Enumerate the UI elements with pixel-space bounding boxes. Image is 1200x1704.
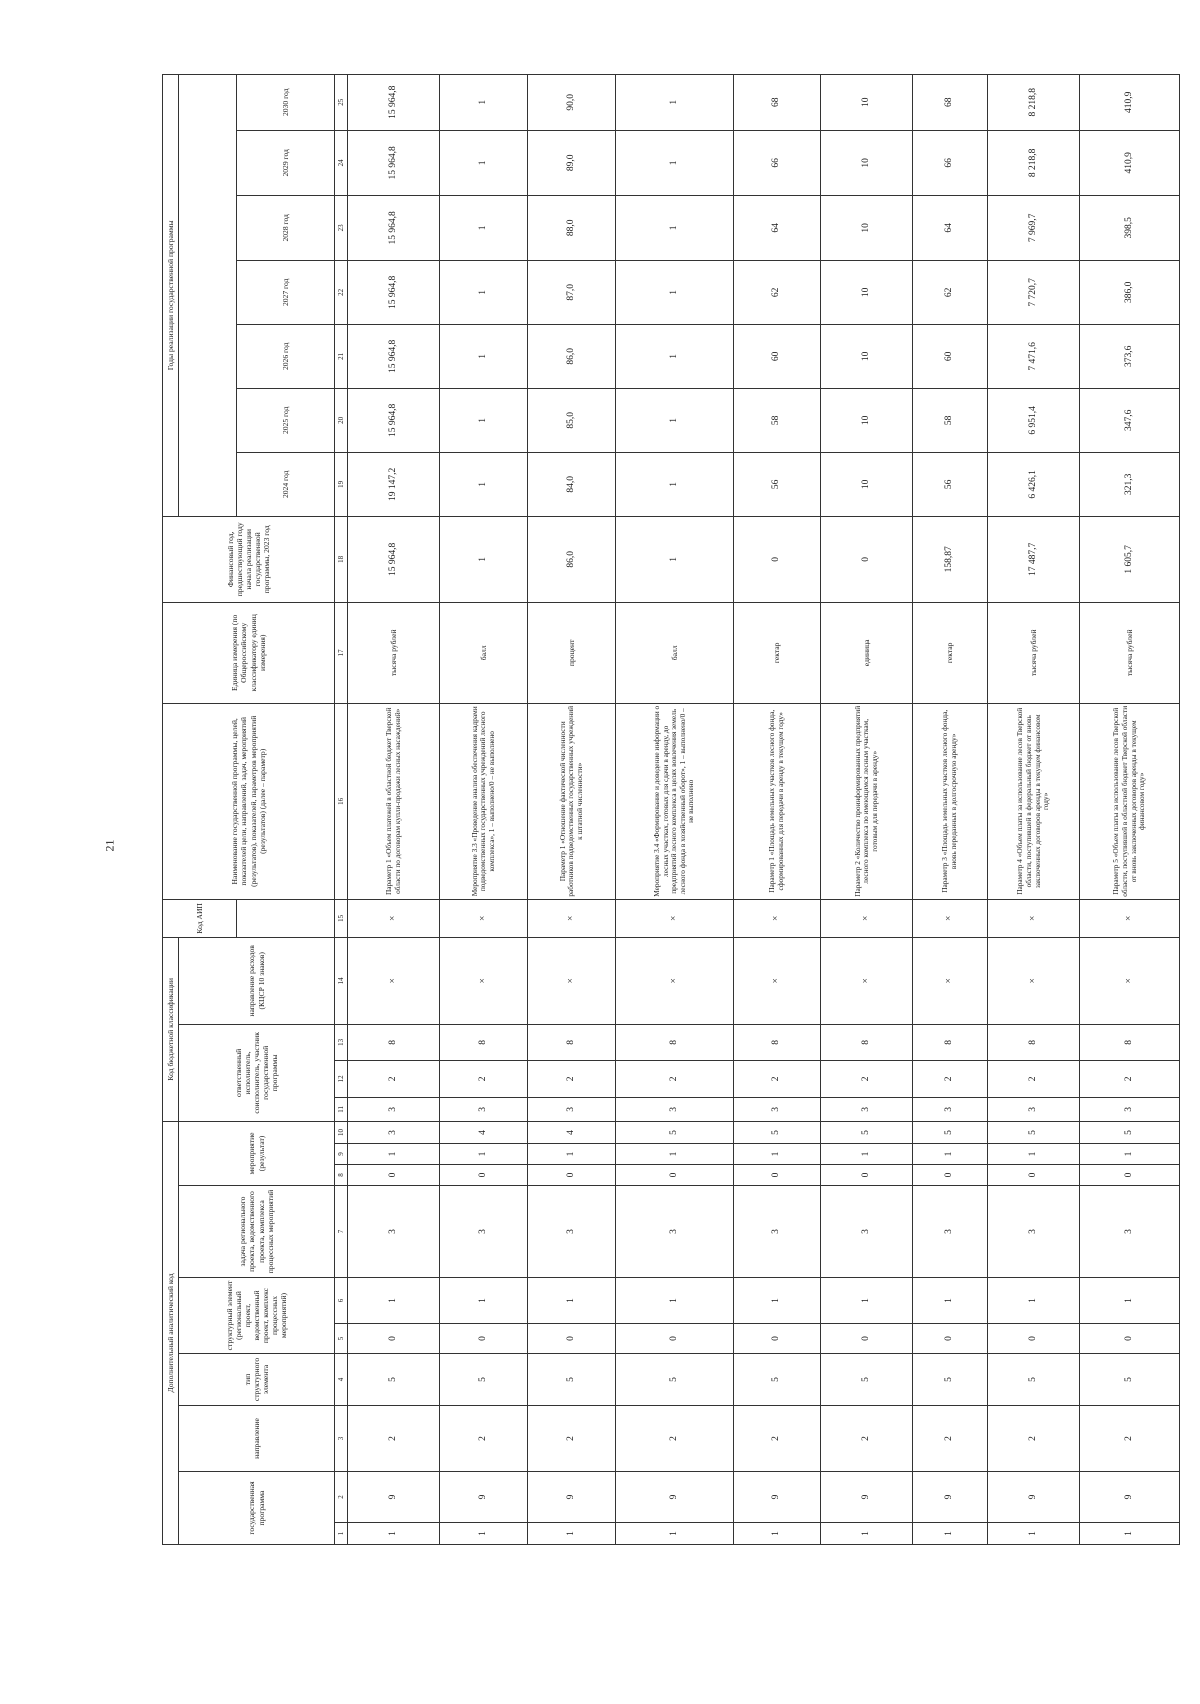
code-cell-c2: 9 xyxy=(616,1472,734,1523)
column-number: 2 xyxy=(335,1472,348,1523)
year-value-cell: 10 xyxy=(821,260,913,324)
code-cell-c14: × xyxy=(821,937,913,1024)
unit-cell: балл xyxy=(440,602,528,703)
year-value-cell: 1 xyxy=(440,452,528,516)
code-cell-c9: 1 xyxy=(616,1144,734,1165)
code-cell-c13: 8 xyxy=(616,1024,734,1060)
column-number: 5 xyxy=(335,1324,348,1354)
code-cell-c12: 2 xyxy=(616,1060,734,1097)
code-cell-c11: 3 xyxy=(616,1097,734,1121)
column-number: 9 xyxy=(335,1144,348,1165)
year-value-cell: 60 xyxy=(734,324,821,388)
year-value-cell: 6 426,1 xyxy=(988,452,1080,516)
year-value-cell: 58 xyxy=(913,388,988,452)
header-napr-rash: направление расходов (КЦСР 10 знаков) xyxy=(179,937,335,1024)
year-value-cell: 1 xyxy=(440,74,528,130)
year-header: 2024 год xyxy=(237,452,335,516)
header-otv: ответственный исполнитель, соисполнитель, участник государственной программы xyxy=(179,1024,335,1121)
base-year-value-cell: 0 xyxy=(734,516,821,602)
year-value-cell: 321,3 xyxy=(1080,452,1180,516)
code-cell-c10: 5 xyxy=(616,1121,734,1143)
column-number: 23 xyxy=(335,195,348,260)
code-cell-c8: 0 xyxy=(1080,1165,1180,1186)
code-cell-c13: 8 xyxy=(821,1024,913,1060)
unit-cell: тысяча рублей xyxy=(988,602,1080,703)
code-cell-c5: 0 xyxy=(913,1324,988,1354)
code-cell-c6: 1 xyxy=(821,1278,913,1324)
code-cell-c3: 2 xyxy=(616,1406,734,1472)
year-value-cell: 1 xyxy=(616,74,734,130)
year-value-cell: 1 xyxy=(440,324,528,388)
base-year-value-cell: 86,0 xyxy=(528,516,616,602)
code-cell-c7: 3 xyxy=(734,1186,821,1278)
header-struct: структурный элемент (региональный проект, ведомственный проект, комплекс процессных мероприятий) xyxy=(179,1278,335,1354)
column-number: 25 xyxy=(335,74,348,130)
table-row xyxy=(913,74,988,1544)
program-indicators-table xyxy=(162,74,1180,1545)
code-cell-c8: 0 xyxy=(348,1165,440,1186)
base-year-value-cell: 1 xyxy=(616,516,734,602)
code-cell-c1: 1 xyxy=(528,1523,616,1545)
base-year-value-cell: 158,87 xyxy=(913,516,988,602)
code-cell-c1: 1 xyxy=(348,1523,440,1545)
code-cell-c11: 3 xyxy=(348,1097,440,1121)
code-cell-c9: 1 xyxy=(734,1144,821,1165)
year-value-cell: 1 xyxy=(440,195,528,260)
code-cell-c9: 1 xyxy=(348,1144,440,1165)
code-cell-c5: 0 xyxy=(988,1324,1080,1354)
year-value-cell: 7 720,7 xyxy=(988,260,1080,324)
unit-cell: процент xyxy=(528,602,616,703)
code-cell-c4: 5 xyxy=(440,1354,528,1406)
code-cell-c9: 1 xyxy=(988,1144,1080,1165)
header-kbk: Код бюджетной классификации xyxy=(163,937,179,1121)
code-cell-c2: 9 xyxy=(988,1472,1080,1523)
header-gosprog: государственная программа xyxy=(179,1472,335,1545)
year-value-cell: 15 964,8 xyxy=(348,324,440,388)
column-number: 6 xyxy=(335,1278,348,1324)
column-number: 11 xyxy=(335,1097,348,1121)
column-number: 21 xyxy=(335,324,348,388)
code-cell-c5: 0 xyxy=(528,1324,616,1354)
code-cell-c4: 5 xyxy=(988,1354,1080,1406)
header-gody-blank xyxy=(179,74,237,516)
code-cell-c12: 2 xyxy=(913,1060,988,1097)
column-number: 8 xyxy=(335,1165,348,1186)
year-value-cell: 15 964,8 xyxy=(348,260,440,324)
code-cell-c2: 9 xyxy=(528,1472,616,1523)
page-number: 21 xyxy=(102,839,117,852)
column-number: 19 xyxy=(335,452,348,516)
column-number: 16 xyxy=(335,703,348,899)
year-value-cell: 398,5 xyxy=(1080,195,1180,260)
code-cell-c10: 5 xyxy=(1080,1121,1180,1143)
year-value-cell: 10 xyxy=(821,130,913,195)
header-meropr: мероприятие (результат) xyxy=(179,1121,335,1185)
indicator-name-cell: Параметр 1 «Площадь земельных участков лесного фонда, сформированных для передачи в аренду в текущем году» xyxy=(734,703,821,899)
year-header: 2030 год xyxy=(237,74,335,130)
code-cell-c8: 0 xyxy=(913,1165,988,1186)
code-cell-c11: 3 xyxy=(913,1097,988,1121)
header-ed-izm: Единица измерения (по Общероссийскому классификатору единиц измерения) xyxy=(163,602,335,703)
year-value-cell: 87,0 xyxy=(528,260,616,324)
header-naim: Наименование государственной программы, целей, показателей цели, направлений, задач, мероприятий (результатов), показателей, параметров мероприятий (результатов) (далее – параметр) xyxy=(163,703,335,899)
year-value-cell: 7 471,6 xyxy=(988,324,1080,388)
header-fin-god: Финансовый год, предшествующий году начала реализации государственной программы, 2023 год xyxy=(163,516,335,602)
year-value-cell: 56 xyxy=(913,452,988,516)
base-year-value-cell: 1 xyxy=(440,516,528,602)
year-value-cell: 1 xyxy=(616,260,734,324)
code-cell-c7: 3 xyxy=(913,1186,988,1278)
code-cell-c12: 2 xyxy=(734,1060,821,1097)
code-cell-c8: 0 xyxy=(528,1165,616,1186)
code-cell-c11: 3 xyxy=(734,1097,821,1121)
code-cell-c2: 9 xyxy=(913,1472,988,1523)
code-cell-c15: × xyxy=(528,899,616,937)
code-cell-c12: 2 xyxy=(440,1060,528,1097)
year-value-cell: 386,0 xyxy=(1080,260,1180,324)
unit-cell: гектар xyxy=(913,602,988,703)
code-cell-c10: 5 xyxy=(821,1121,913,1143)
year-value-cell: 1 xyxy=(440,388,528,452)
code-cell-c13: 8 xyxy=(440,1024,528,1060)
code-cell-c4: 5 xyxy=(734,1354,821,1406)
code-cell-c7: 3 xyxy=(616,1186,734,1278)
table-row xyxy=(988,74,1080,1544)
code-cell-c9: 1 xyxy=(821,1144,913,1165)
year-value-cell: 68 xyxy=(913,74,988,130)
code-cell-c8: 0 xyxy=(440,1165,528,1186)
table-row xyxy=(616,74,734,1544)
code-cell-c15: × xyxy=(913,899,988,937)
year-value-cell: 1 xyxy=(616,324,734,388)
year-value-cell: 58 xyxy=(734,388,821,452)
year-value-cell: 10 xyxy=(821,195,913,260)
column-number: 24 xyxy=(335,130,348,195)
code-cell-c1: 1 xyxy=(440,1523,528,1545)
code-cell-c10: 5 xyxy=(988,1121,1080,1143)
code-cell-c5: 0 xyxy=(821,1324,913,1354)
year-value-cell: 10 xyxy=(821,452,913,516)
year-value-cell: 10 xyxy=(821,74,913,130)
code-cell-c5: 0 xyxy=(348,1324,440,1354)
column-number: 18 xyxy=(335,516,348,602)
year-value-cell: 373,6 xyxy=(1080,324,1180,388)
code-cell-c6: 1 xyxy=(988,1278,1080,1324)
code-cell-c4: 5 xyxy=(913,1354,988,1406)
code-cell-c14: × xyxy=(348,937,440,1024)
code-cell-c6: 1 xyxy=(734,1278,821,1324)
header-kod-aip: Код АИП xyxy=(163,899,237,937)
unit-cell: единица xyxy=(821,602,913,703)
code-cell-c1: 1 xyxy=(734,1523,821,1545)
code-cell-c13: 8 xyxy=(348,1024,440,1060)
indicator-name-cell: Мероприятие 3.3 «Проведение анализа обеспечения кадрами подведомственных государственных учреждений лесного комплекса», 1 – выполнено/0 – не выполнено xyxy=(440,703,528,899)
year-value-cell: 90,0 xyxy=(528,74,616,130)
code-cell-c13: 8 xyxy=(528,1024,616,1060)
year-value-cell: 86,0 xyxy=(528,324,616,388)
code-cell-c4: 5 xyxy=(616,1354,734,1406)
indicator-name-cell: Параметр 1 «Отношение фактической численности работников подведомственных государственных учреждений к штатной численности» xyxy=(528,703,616,899)
base-year-value-cell: 17 487,7 xyxy=(988,516,1080,602)
table-row xyxy=(1080,74,1180,1544)
column-number: 3 xyxy=(335,1406,348,1472)
table-data-body xyxy=(348,74,1180,1544)
code-cell-c12: 2 xyxy=(988,1060,1080,1097)
code-cell-c2: 9 xyxy=(1080,1472,1180,1523)
column-number: 7 xyxy=(335,1186,348,1278)
year-value-cell: 7 969,7 xyxy=(988,195,1080,260)
year-value-cell: 62 xyxy=(734,260,821,324)
code-cell-c6: 1 xyxy=(1080,1278,1180,1324)
unit-cell: гектар xyxy=(734,602,821,703)
year-header: 2028 год xyxy=(237,195,335,260)
base-year-value-cell: 15 964,8 xyxy=(348,516,440,602)
code-cell-c14: × xyxy=(1080,937,1180,1024)
year-value-cell: 66 xyxy=(913,130,988,195)
year-value-cell: 15 964,8 xyxy=(348,74,440,130)
code-cell-c5: 0 xyxy=(616,1324,734,1354)
year-value-cell: 8 218,8 xyxy=(988,74,1080,130)
year-value-cell: 66 xyxy=(734,130,821,195)
code-cell-c14: × xyxy=(988,937,1080,1024)
code-cell-c14: × xyxy=(734,937,821,1024)
code-cell-c11: 3 xyxy=(440,1097,528,1121)
code-cell-c10: 5 xyxy=(913,1121,988,1143)
unit-cell: балл xyxy=(616,602,734,703)
year-value-cell: 410,9 xyxy=(1080,74,1180,130)
year-value-cell: 62 xyxy=(913,260,988,324)
code-cell-c9: 1 xyxy=(528,1144,616,1165)
code-cell-c7: 3 xyxy=(348,1186,440,1278)
code-cell-c4: 5 xyxy=(348,1354,440,1406)
header-gody: Годы реализации государственной программы xyxy=(163,74,179,516)
year-value-cell: 1 xyxy=(616,452,734,516)
code-cell-c11: 3 xyxy=(821,1097,913,1121)
code-cell-c7: 3 xyxy=(528,1186,616,1278)
column-number: 17 xyxy=(335,602,348,703)
indicator-name-cell: Параметр 2 «Количество проинформированных предприятий лесного комплекса по имеющимся лесным участкам, готовым для передачи в аренду» xyxy=(821,703,913,899)
code-cell-c15: × xyxy=(734,899,821,937)
code-cell-c15: × xyxy=(440,899,528,937)
year-value-cell: 64 xyxy=(913,195,988,260)
code-cell-c5: 0 xyxy=(440,1324,528,1354)
code-cell-c6: 1 xyxy=(616,1278,734,1324)
code-cell-c15: × xyxy=(1080,899,1180,937)
code-cell-c7: 3 xyxy=(1080,1186,1180,1278)
indicator-name-cell: Параметр 4 «Объем платы за использование лесов Тверской области, поступившей в федеральный бюджет от вновь заключенных договоров аренды в текущем финансовом году» xyxy=(988,703,1080,899)
code-cell-c8: 0 xyxy=(821,1165,913,1186)
code-cell-c3: 2 xyxy=(528,1406,616,1472)
code-cell-c15: × xyxy=(348,899,440,937)
code-cell-c11: 3 xyxy=(528,1097,616,1121)
year-value-cell: 10 xyxy=(821,388,913,452)
year-value-cell: 10 xyxy=(821,324,913,388)
header-kod-aip-blank xyxy=(237,899,335,937)
header-row-1 xyxy=(163,74,179,1544)
year-header: 2027 год xyxy=(237,260,335,324)
unit-cell: тысяча рублей xyxy=(1080,602,1180,703)
code-cell-c13: 8 xyxy=(913,1024,988,1060)
code-cell-c8: 0 xyxy=(988,1165,1080,1186)
code-cell-c5: 0 xyxy=(1080,1324,1180,1354)
code-cell-c8: 0 xyxy=(734,1165,821,1186)
code-cell-c3: 2 xyxy=(988,1406,1080,1472)
column-number: 12 xyxy=(335,1060,348,1097)
code-cell-c15: × xyxy=(821,899,913,937)
year-value-cell: 64 xyxy=(734,195,821,260)
unit-cell: тысяча рублей xyxy=(348,602,440,703)
code-cell-c12: 2 xyxy=(528,1060,616,1097)
code-cell-c1: 1 xyxy=(988,1523,1080,1545)
code-cell-c2: 9 xyxy=(440,1472,528,1523)
code-cell-c6: 1 xyxy=(348,1278,440,1324)
year-value-cell: 84,0 xyxy=(528,452,616,516)
column-number-row xyxy=(335,74,348,1544)
code-cell-c14: × xyxy=(440,937,528,1024)
year-value-cell: 88,0 xyxy=(528,195,616,260)
code-cell-c3: 2 xyxy=(440,1406,528,1472)
column-number: 4 xyxy=(335,1354,348,1406)
code-cell-c8: 0 xyxy=(616,1165,734,1186)
code-cell-c10: 5 xyxy=(734,1121,821,1143)
code-cell-c14: × xyxy=(913,937,988,1024)
column-number: 22 xyxy=(335,260,348,324)
code-cell-c6: 1 xyxy=(440,1278,528,1324)
year-value-cell: 15 964,8 xyxy=(348,195,440,260)
code-cell-c11: 3 xyxy=(1080,1097,1180,1121)
base-year-value-cell: 0 xyxy=(821,516,913,602)
indicator-name-cell: Параметр 1 «Объем платежей в областной бюджет Тверской области по договорам купли-продажи лесных насаждений» xyxy=(348,703,440,899)
code-cell-c12: 2 xyxy=(1080,1060,1180,1097)
column-number: 15 xyxy=(335,899,348,937)
indicator-name-cell: Мероприятие 3.4 «Формирование и доведение информации о лесных участках, готовых для сдачи в аренду, до предприятий лесного комплекса в целях вовлечения земель лесного фонда в хозяйственный оборот», 1 – выполнено/0 – не выполнено xyxy=(616,703,734,899)
code-cell-c3: 2 xyxy=(913,1406,988,1472)
year-value-cell: 1 xyxy=(616,195,734,260)
code-cell-c14: × xyxy=(528,937,616,1024)
year-value-cell: 85,0 xyxy=(528,388,616,452)
year-value-cell: 1 xyxy=(616,388,734,452)
year-header: 2029 год xyxy=(237,130,335,195)
year-header: 2026 год xyxy=(237,324,335,388)
table-row xyxy=(528,74,616,1544)
code-cell-c2: 9 xyxy=(734,1472,821,1523)
year-value-cell: 1 xyxy=(440,260,528,324)
table-row xyxy=(821,74,913,1544)
code-cell-c1: 1 xyxy=(913,1523,988,1545)
code-cell-c7: 3 xyxy=(440,1186,528,1278)
column-number: 13 xyxy=(335,1024,348,1060)
code-cell-c4: 5 xyxy=(821,1354,913,1406)
column-number: 10 xyxy=(335,1121,348,1143)
code-cell-c1: 1 xyxy=(1080,1523,1180,1545)
code-cell-c14: × xyxy=(616,937,734,1024)
year-value-cell: 15 964,8 xyxy=(348,130,440,195)
year-value-cell: 56 xyxy=(734,452,821,516)
code-cell-c7: 3 xyxy=(988,1186,1080,1278)
header-tip: тип структурного элемента xyxy=(179,1354,335,1406)
code-cell-c10: 4 xyxy=(440,1121,528,1143)
code-cell-c15: × xyxy=(988,899,1080,937)
year-value-cell: 19 147,2 xyxy=(348,452,440,516)
code-cell-c13: 8 xyxy=(1080,1024,1180,1060)
table-row xyxy=(734,74,821,1544)
code-cell-c9: 1 xyxy=(1080,1144,1180,1165)
code-cell-c10: 3 xyxy=(348,1121,440,1143)
code-cell-c7: 3 xyxy=(821,1186,913,1278)
code-cell-c3: 2 xyxy=(1080,1406,1180,1472)
code-cell-c2: 9 xyxy=(348,1472,440,1523)
code-cell-c13: 8 xyxy=(988,1024,1080,1060)
year-header: 2025 год xyxy=(237,388,335,452)
indicator-name-cell: Параметр 3 «Площадь земельных участков лесного фонда, вновь переданных в долгосрочную аренду» xyxy=(913,703,988,899)
code-cell-c1: 1 xyxy=(821,1523,913,1545)
year-value-cell: 8 218,8 xyxy=(988,130,1080,195)
code-cell-c6: 1 xyxy=(528,1278,616,1324)
base-year-value-cell: 1 605,7 xyxy=(1080,516,1180,602)
year-value-cell: 60 xyxy=(913,324,988,388)
code-cell-c2: 9 xyxy=(821,1472,913,1523)
year-value-cell: 6 951,4 xyxy=(988,388,1080,452)
year-value-cell: 15 964,8 xyxy=(348,388,440,452)
code-cell-c11: 3 xyxy=(988,1097,1080,1121)
code-cell-c15: × xyxy=(616,899,734,937)
code-cell-c3: 2 xyxy=(734,1406,821,1472)
year-value-cell: 1 xyxy=(440,130,528,195)
column-number: 20 xyxy=(335,388,348,452)
code-cell-c12: 2 xyxy=(821,1060,913,1097)
column-number: 1 xyxy=(335,1523,348,1545)
year-value-cell: 89,0 xyxy=(528,130,616,195)
year-value-cell: 410,9 xyxy=(1080,130,1180,195)
code-cell-c9: 1 xyxy=(440,1144,528,1165)
code-cell-c10: 4 xyxy=(528,1121,616,1143)
year-value-cell: 347,6 xyxy=(1080,388,1180,452)
code-cell-c13: 8 xyxy=(734,1024,821,1060)
code-cell-c4: 5 xyxy=(1080,1354,1180,1406)
table-row xyxy=(440,74,528,1544)
code-cell-c6: 1 xyxy=(913,1278,988,1324)
column-number: 14 xyxy=(335,937,348,1024)
code-cell-c9: 1 xyxy=(913,1144,988,1165)
code-cell-c3: 2 xyxy=(821,1406,913,1472)
code-cell-c3: 2 xyxy=(348,1406,440,1472)
header-napr: направление xyxy=(179,1406,335,1472)
indicator-name-cell: Параметр 5 «Объем платы за использование лесов Тверской области, поступившей в областной бюджет Тверской области от вновь заключенных договоров аренды в текущем финансовом году» xyxy=(1080,703,1180,899)
table-row xyxy=(348,74,440,1544)
year-value-cell: 1 xyxy=(616,130,734,195)
code-cell-c5: 0 xyxy=(734,1324,821,1354)
year-value-cell: 68 xyxy=(734,74,821,130)
header-zadacha: задача регионального проекта, ведомственного проекта, комплекса процессных мероприятий xyxy=(179,1186,335,1278)
code-cell-c12: 2 xyxy=(348,1060,440,1097)
code-cell-c4: 5 xyxy=(528,1354,616,1406)
header-dop-kod: Дополнительный аналитический код xyxy=(163,1121,179,1544)
rotated-table-container xyxy=(162,85,1162,1545)
code-cell-c1: 1 xyxy=(616,1523,734,1545)
